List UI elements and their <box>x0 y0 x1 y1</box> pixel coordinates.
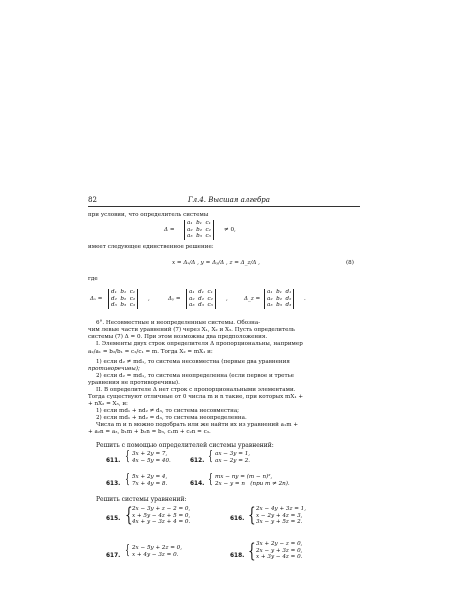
chapter-title: Гл.4. Высшая алгебра <box>188 196 270 204</box>
matrix-row: a₃ d₃ c₃ <box>189 302 213 308</box>
section6-line: a₂/a₁ = b₂/b₁ = c₂/c₁ = m. Тогда X₂ = mX₁ и: <box>88 349 213 355</box>
formula-8: x = Δₓ/Δ , y = Δᵧ/Δ , z = Δ_z/Δ , <box>172 260 260 266</box>
equation-system <box>256 506 306 526</box>
delta-matrix <box>184 220 214 240</box>
equation: 4x + y − 3z + 4 = 0. <box>132 519 191 526</box>
equation-system <box>132 451 171 464</box>
left-brace: { <box>125 449 130 464</box>
equation: 7x + 4y = 8. <box>132 480 168 487</box>
equation: 2x − y = n (при m ≠ 2n). <box>215 480 290 487</box>
problem-number: 614. <box>190 481 205 487</box>
unique-solution-line: имеет следующее единственное решение: <box>88 244 214 250</box>
equation-system <box>132 506 190 526</box>
equation-system <box>256 541 302 561</box>
det-z-lhs: Δ_z = <box>244 296 261 302</box>
equation: x + 5y − 4z + 5 = 0, <box>132 512 191 519</box>
matrix-row: a₁ b₁ d₁ <box>267 289 292 295</box>
matrix-row: a₃ b₃ c₃ <box>187 233 211 239</box>
section6-line: Тогда существуют отличные от 0 числа m и n такие, при которых mX₁ + <box>88 394 304 400</box>
matrix-row: a₂ b₂ d₂ <box>267 295 292 302</box>
equation-system <box>132 474 167 487</box>
det-x-sep: , <box>148 296 150 302</box>
matrix-row: a₂ b₂ c₂ <box>187 226 211 233</box>
matrix-row: a₁ d₁ c₁ <box>189 289 213 295</box>
equation: x + 4y − 3z = 0. <box>132 551 179 558</box>
section6-line: + nX₂ = X₃, и: <box>88 401 128 407</box>
matrix-row: a₃ b₃ d₃ <box>267 302 292 308</box>
problem-number: 617. <box>106 553 121 559</box>
section6-line: I. Элементы двух строк определителя Δ пропорциональны, например <box>96 341 303 347</box>
equation-system <box>215 451 250 464</box>
problem-number: 613. <box>106 481 121 487</box>
equation: ax − 3y = 1, <box>215 451 251 457</box>
left-brace: { <box>125 502 133 526</box>
page-number: 82 <box>88 196 97 204</box>
det-z-matrix <box>264 289 294 309</box>
section6-line: чим левые части уравнений (7) через X₁, X₂ и X₃. Пусть определитель <box>88 327 295 333</box>
equation: 2x − 5y + 2z = 0, <box>132 545 183 551</box>
equation: 3x + 2y = 7, <box>132 451 168 457</box>
left-brace: { <box>125 543 130 558</box>
section6-line: системы (7) Δ = 0. При этом возможны два предположения. <box>88 334 268 340</box>
problem-number: 616. <box>230 516 245 522</box>
det-z-sep: . <box>304 296 306 302</box>
det-y-matrix <box>186 289 216 309</box>
section6-line: + a₂n = a₃, b₁m + b₂n = b₃, c₁m + c₂n = c₃. <box>88 429 211 435</box>
section6-line: 1) если d₂ ≠ md₁, то система несовместна (первые два уравнения <box>96 359 290 365</box>
equation: 3x + 2y − z = 0, <box>256 541 303 547</box>
delta-lhs: Δ = <box>164 227 175 233</box>
equation: 2x − 3y + z − 2 = 0, <box>132 506 191 512</box>
where-line: где <box>88 276 98 282</box>
det-x-matrix <box>108 289 138 309</box>
matrix-row: d₁ b₁ c₁ <box>111 289 136 295</box>
det-x-lhs: Δₓ = <box>90 296 103 302</box>
equation-system <box>132 545 182 558</box>
page-header <box>88 196 360 206</box>
task-heading: Решить системы уравнений: <box>96 496 187 503</box>
problem-number: 615. <box>106 516 121 522</box>
equation: ax − 2y = 2. <box>215 457 251 464</box>
section6-line: уравнения не противоречивы). <box>88 380 180 386</box>
section6-line: Числа m и n можно подобрать или же найти их из уравнений a₁m + <box>96 422 299 428</box>
section6-line: II. В определителе Δ нет строк с пропорциональными элементами. <box>96 387 296 393</box>
task-heading: Решить с помощью определителей системы уравнений: <box>96 442 274 449</box>
problem-number: 612. <box>190 458 205 464</box>
det-y-lhs: Δᵧ = <box>168 296 181 302</box>
left-brace: { <box>248 538 256 562</box>
section6-line: 2) если d₂ = md₁, то система неопределенна (если первое и третье <box>96 373 294 379</box>
left-brace: { <box>248 502 256 526</box>
left-brace: { <box>208 449 213 464</box>
left-brace: { <box>208 472 213 487</box>
left-brace: { <box>125 472 130 487</box>
section6-line: противоречивы); <box>88 366 140 372</box>
section6-line: 1) если md₁ + nd₂ ≠ d₃, то система несовместна; <box>96 408 240 414</box>
equation-system <box>215 474 290 487</box>
matrix-row: a₂ d₂ c₂ <box>189 295 213 302</box>
det-y-sep: , <box>226 296 228 302</box>
problem-number: 618. <box>230 553 245 559</box>
section6-line: 2) если md₁ + nd₂ = d₃, то система неопределенна. <box>96 415 247 421</box>
problem-number: 611. <box>106 458 121 464</box>
matrix-row: a₁ b₁ c₁ <box>187 220 211 226</box>
formula-8-number: (8) <box>346 260 354 266</box>
equation: mx − ny = (m − n)², <box>215 474 273 480</box>
section6-line: 6°. Несовместные и неопределенные системы. Обозна- <box>96 320 261 326</box>
matrix-row: d₂ b₂ c₂ <box>111 295 136 302</box>
equation: 2x − 4y + 3z = 1, <box>256 506 307 512</box>
equation: 4x − 5y = 40. <box>132 457 171 464</box>
equation: 3x − y + 5z = 2. <box>256 519 303 526</box>
equation: x + 3y − 4z = 0. <box>256 554 303 561</box>
equation: 5x + 2y = 4, <box>132 474 168 480</box>
book-page <box>88 196 360 590</box>
header-rule <box>88 206 360 207</box>
intro-line: при условии, что определитель системы <box>88 212 209 218</box>
equation: 2x − y + 3z = 0, <box>256 547 303 554</box>
matrix-row: d₃ b₃ c₃ <box>111 302 136 308</box>
equation: x − 2y + 4z = 3, <box>256 512 303 519</box>
delta-rhs: ≠ 0, <box>224 227 236 233</box>
